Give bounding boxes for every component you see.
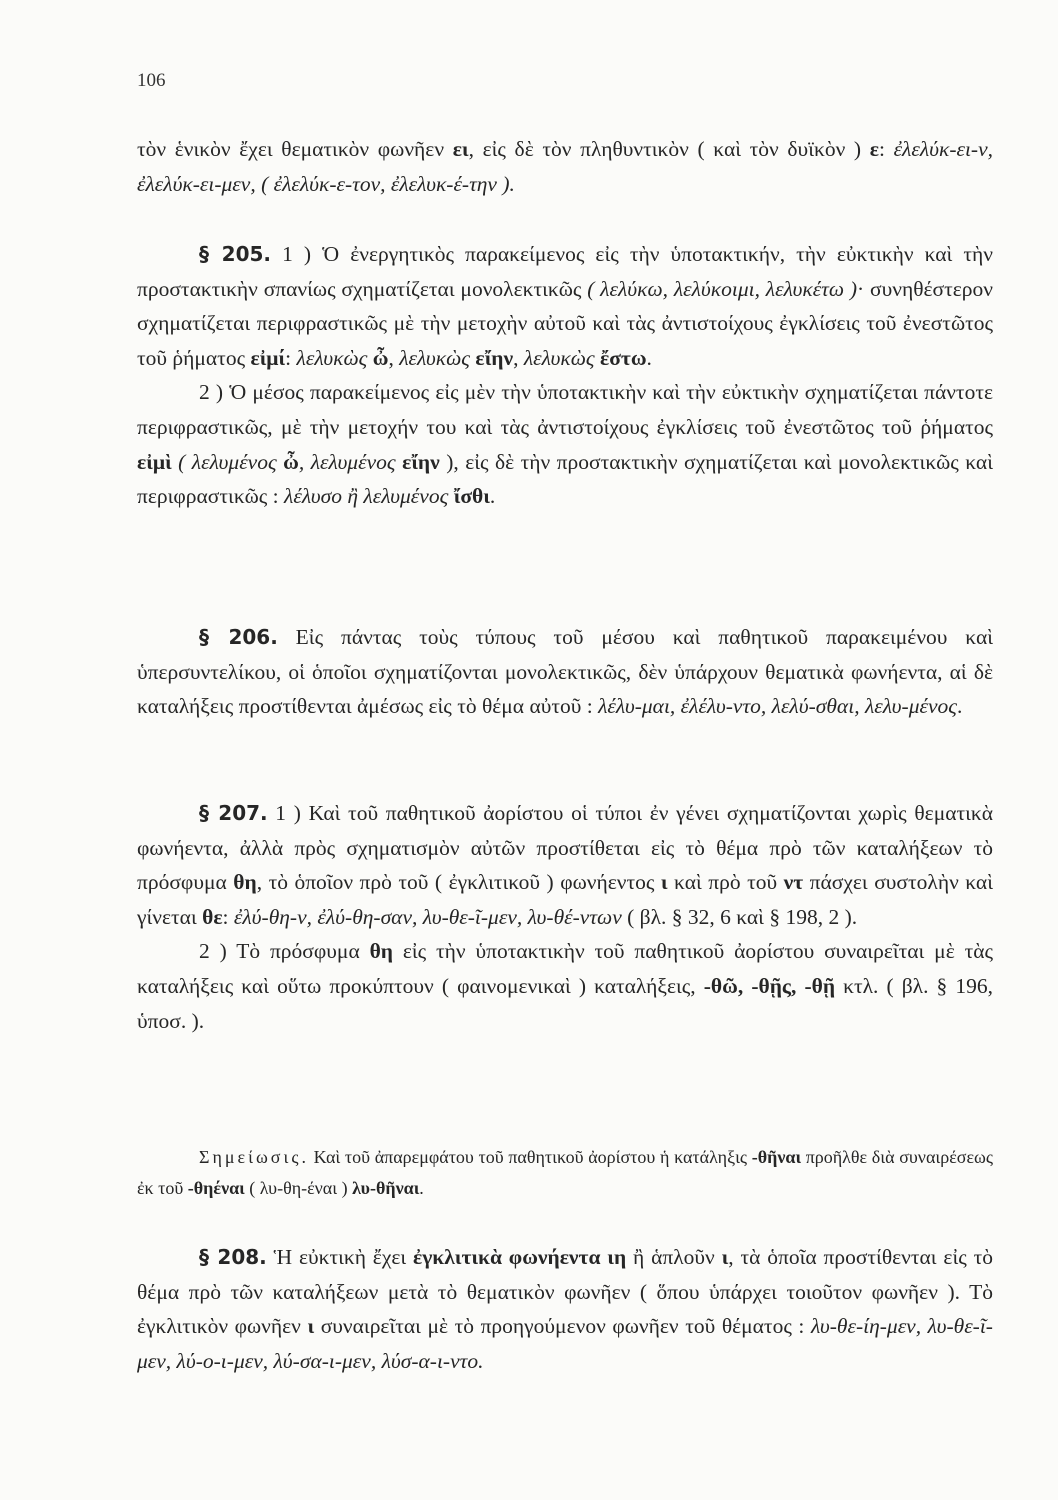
page-number: 106: [137, 70, 166, 91]
section-207-mark: § 207.: [199, 801, 268, 825]
section-205: [137, 237, 993, 514]
section-206-mark: § 206.: [199, 625, 278, 649]
note-block: [137, 1142, 993, 1204]
note-paragraph: Σημείωσις. Καὶ τοῦ ἀπαρεμφάτου τοῦ παθητικοῦ ἀορίστου ἡ κατάληξις -θῆναι προῆλθε διὰ συναιρέσεως ἐκ τοῦ -θηέναι ( λυ-θη-έναι ) λυ-θῆναι.: [137, 1147, 993, 1198]
section-205-paragraph-2: 2 ) Ὁ μέσος παρακείμενος εἰς μὲν τὴν ὑποτακτικὴν καὶ τὴν εὐκτικὴν σχηματίζεται πάντοτε περιφραστικῶς, μὲ τὴν μετοχήν του καὶ τὰς ἀντιστοίχους ἐγκλίσεις τοῦ ἐνεστῶτος τοῦ ῥήματος εἰμὶ ( λελυμένος ὦ, λελυμένος εἴην ), εἰς δὲ τὴν προστακτικὴν σχηματίζεται καὶ μονολεκτικῶς καὶ περιφραστικῶς : λέλυσο ἢ λελυμένος ἴσθι.: [137, 380, 993, 509]
section-208-paragraph: § 208. Ἡ εὐκτικὴ ἔχει ἐγκλιτικὰ φωνήεντα ιη ἢ ἁπλοῦν ι, τὰ ὁποῖα προστίθενται εἰς τὸ θέμα πρὸ τῶν καταλήξεων μετὰ τὸ θεματικὸν φωνῆεν ( ὅπου ὑπάρχει τοιοῦτον φωνῆεν ). Τὸ ἐγκλιτικὸν φωνῆεν ι συναιρεῖται μὲ τὸ προηγούμενον φωνῆεν τοῦ θέματος : λυ-θε-ίη-μεν, λυ-θε-ῖ-μεν, λύ-ο-ι-μεν, λύ-σα-ι-μεν, λύσ-α-ι-ντο.: [137, 1245, 993, 1373]
section-205-mark: § 205.: [199, 242, 272, 266]
section-206: [137, 620, 993, 724]
section-205-paragraph-1: § 205. 1 ) Ὁ ἐνεργητικὸς παρακείμενος εἰς τὴν ὑποτακτικήν, τὴν εὐκτικὴν καὶ τὴν προστακτικὴν σπανίως σχηματίζεται μονολεκτικῶς ( λελύκω, λελύκοιμι, λελυκέτω )· συνηθέστερον σχηματίζεται περιφραστικῶς μὲ τὴν μετοχὴν αὐτοῦ καὶ τὰς ἀντιστοίχους ἐγκλίσεις τοῦ ἐνεστῶτος τοῦ ῥήματος εἰμί: λελυκὼς ὦ, λελυκὼς εἴην, λελυκὼς ἔστω.: [137, 242, 994, 370]
section-208-mark: § 208.: [199, 1245, 267, 1269]
section-207-paragraph-2: 2 ) Τὸ πρόσφυμα θη εἰς τὴν ὑποτακτικὴν τοῦ παθητικοῦ ἀορίστου συναιρεῖται μὲ τὰς καταλήξεις καὶ οὕτω προκύπτουν ( φαινομενικαὶ ) καταλήξεις, -θῶ, -θῇς, -θῇ κτλ. ( βλ. § 196, ὑποσ. ).: [137, 939, 994, 1033]
continuation-text: τὸν ἑνικὸν ἔχει θεματικὸν φωνῆεν ει, εἰς δὲ τὸν πληθυντικὸν ( καὶ τὸν δυϊκὸν ) ε: ἐλελύκ-ει-ν, ἐλελύκ-ει-μεν, ( ἐλελύκ-ε-τον, ἐλελυκ-έ-την ).: [137, 137, 993, 196]
section-208: [137, 1240, 993, 1378]
section-206-paragraph: § 206. Εἰς πάντας τοὺς τύπους τοῦ μέσου καὶ παθητικοῦ παρακειμένου καὶ ὑπερσυντελίκου, οἱ ὁποῖοι σχηματίζονται μονολεκτικῶς, δὲν ὑπάρχουν θεματικὰ φωνήεντα, αἱ δὲ καταλήξεις προστίθενται ἀμέσως εἰς τὸ θέμα αὐτοῦ : λέλυ-μαι, ἐλέλυ-ντο, λελύ-σθαι, λελυ-μένος.: [137, 625, 994, 719]
section-207: [137, 796, 993, 1038]
note-label: Σημείωσις.: [199, 1147, 309, 1167]
section-207-paragraph-1: § 207. 1 ) Καὶ τοῦ παθητικοῦ ἀορίστου οἱ τύποι ἐν γένει σχηματίζονται χωρὶς θεματικὰ φωνήεντα, ἀλλὰ πρὸς σχηματισμὸν αὐτῶν προστίθεται εἰς τὸ θέμα πρὸ τῶν καταλήξεων τὸ πρόσφυμα θη, τὸ ὁποῖον πρὸ τοῦ ( ἐγκλιτικοῦ ) φωνήεντος ι καὶ πρὸ τοῦ ντ πάσχει συστολὴν καὶ γίνεται θε: ἐλύ-θη-ν, ἐλύ-θη-σαν, λυ-θε-ῖ-μεν, λυ-θέ-ντων ( βλ. § 32, 6 καὶ § 198, 2 ).: [137, 801, 994, 929]
paragraph-continuation: [137, 132, 993, 201]
